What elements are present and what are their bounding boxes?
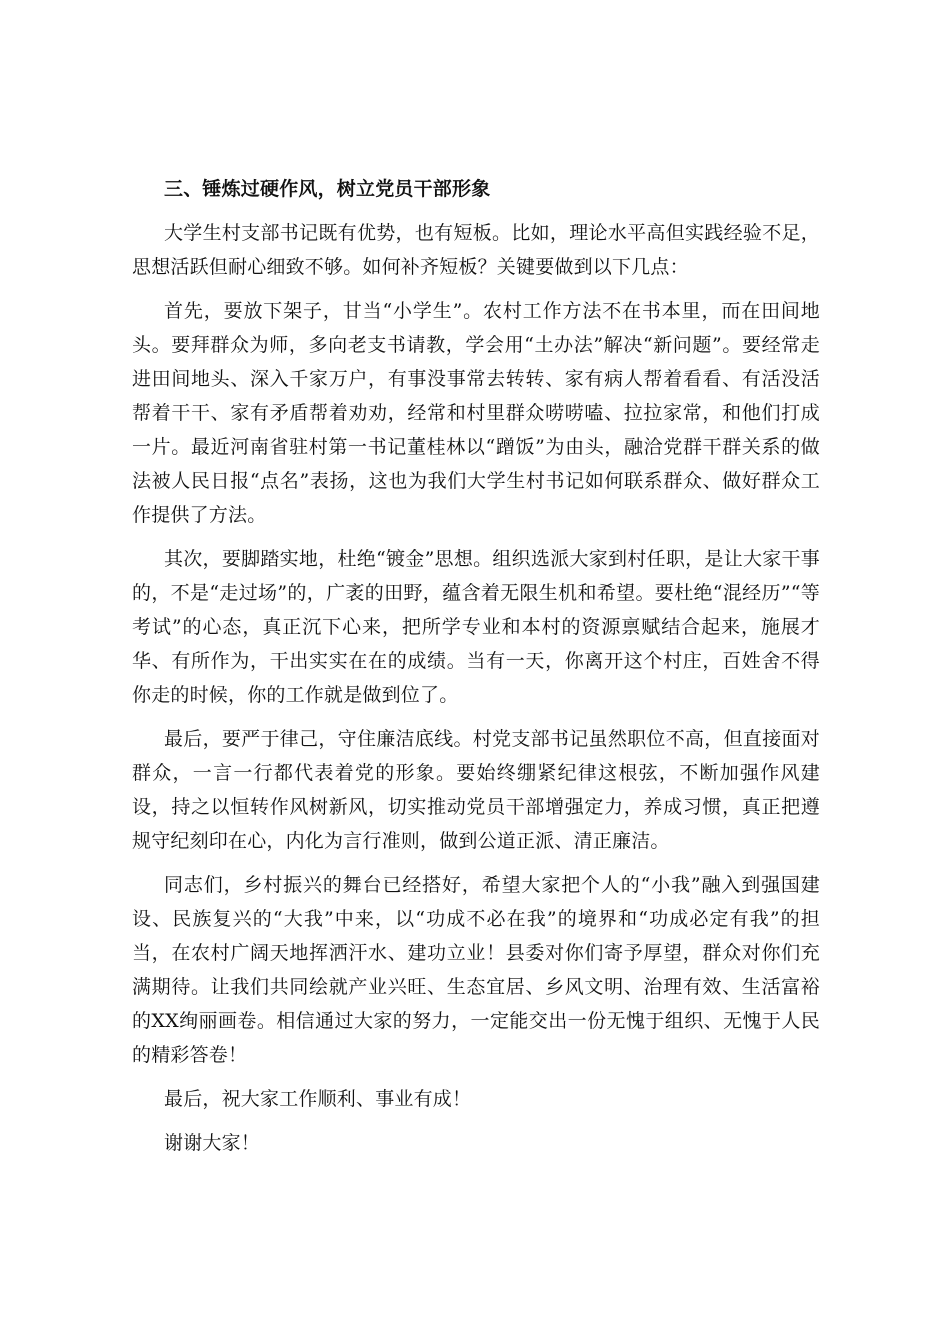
- paragraph-best-wishes: 最后，祝大家工作顺利、事业有成！: [164, 1088, 472, 1110]
- paragraph-closing-appeal: 同志们，乡村振兴的舞台已经搭好，希望大家把个人的“小我”融入到强国建设、民族复兴的“大我”中来，以“功成不必在我”的境界和“功成必定有我”的担当，在农村广阔天地挥洒汗水、建功立业！县委对你们寄予厚望，群众对你们充满期待。让我们共同绘就产业兴旺、生态宜居、乡风文明、治理有效、生活富裕的XX绚丽画卷。相信通过大家的努力，一定能交出一份无愧于组织、无愧于人民的精彩答卷！: [132, 874, 820, 1066]
- paragraph-first-point: 首先，要放下架子，甘当“小学生”。农村工作方法不在书本里，而在田间地头。要拜群众为师，多向老支书请教，学会用“土办法”解决“新问题”。要经常走进田间地头、深入千家万户，有事没事常去转转、家有病人帮着看看、有活没活帮着干干、家有矛盾帮着劝劝，经常和村里群众唠唠嗑、拉拉家常，和他们打成一片。最近河南省驻村第一书记董桂林以“蹭饭”为由头，融洽党群干群关系的做法被人民日报“点名”表扬，这也为我们大学生村书记如何联系群众、做好群众工作提供了方法。: [132, 300, 820, 526]
- paragraph-second-point: 其次，要脚踏实地，杜绝“镀金”思想。组织选派大家到村任职，是让大家干事的，不是“走过场”的，广袤的田野，蕴含着无限生机和希望。要杜绝“混经历”“等考试”的心态，真正沉下心来，把所学专业和本村的资源禀赋结合起来，施展才华、有所作为，干出实实在在的成绩。当有一天，你离开这个村庄，百姓舍不得你走的时候，你的工作就是做到位了。: [132, 548, 820, 706]
- paragraph-third-point: 最后，要严于律己，守住廉洁底线。村党支部书记虽然职位不高，但直接面对群众，一言一行都代表着党的形象。要始终绷紧纪律这根弦，不断加强作风建设，持之以恒转作风树新风，切实推动党员干部增强定力，养成习惯，真正把遵规守纪刻印在心，内化为言行准则，做到公道正派、清正廉洁。: [132, 728, 820, 852]
- document-body: [132, 172, 820, 1170]
- paragraph-thanks: 谢谢大家！: [164, 1132, 261, 1154]
- section-heading: 三、锤炼过硬作风，树立党员干部形象: [164, 178, 491, 200]
- paragraph-intro: 大学生村支部书记既有优势，也有短板。比如，理论水平高但实践经验不足，思想活跃但耐心细致不够。如何补齐短板？关键要做到以下几点：: [132, 222, 820, 278]
